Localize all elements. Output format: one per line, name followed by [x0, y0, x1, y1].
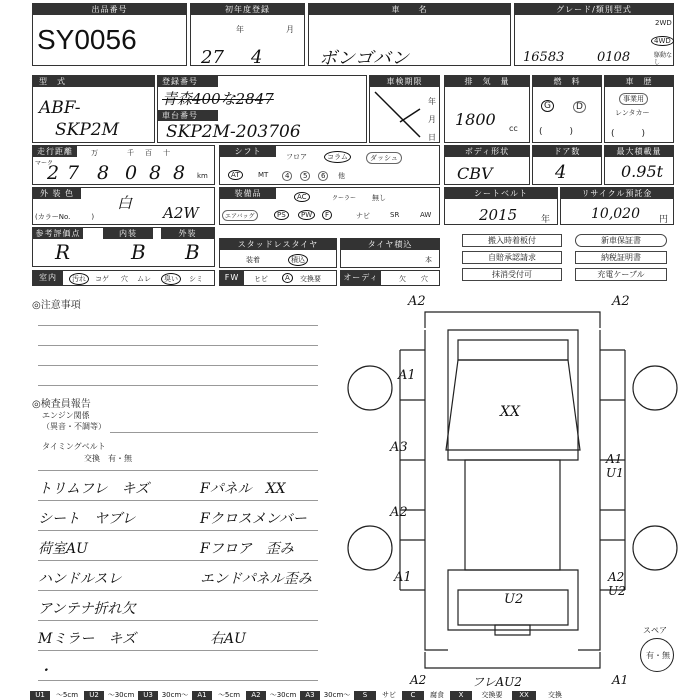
color-label: 外 装 色: [33, 188, 81, 199]
doors-box: [532, 145, 602, 185]
equip-sr: SR: [390, 211, 400, 219]
legend-desc: 〜30cm: [269, 691, 297, 699]
body-type-value: CBV: [457, 164, 493, 183]
audio-label: オーディオ: [341, 271, 381, 285]
mark-a2-top-right: A2: [612, 294, 630, 309]
legend-code: A1: [192, 691, 212, 700]
mileage-digit-4: 0: [125, 162, 138, 184]
color-code: A2W: [163, 204, 199, 222]
interior-score: B: [131, 240, 146, 264]
legend-desc: 〜5cm: [217, 691, 241, 699]
grade-code-1: 16583: [523, 50, 565, 65]
fw-crack: ヒビ: [254, 275, 268, 283]
interior-cond-box: [32, 270, 215, 286]
remark-right: エンドパネル歪み: [200, 571, 312, 587]
legend-code: A3: [300, 691, 320, 700]
mark-a1-bottom-right: A1: [612, 673, 629, 687]
evaluation-score: R: [55, 240, 71, 264]
seatbelt-box: [444, 187, 558, 225]
grade-label: グレード/類別型式: [515, 4, 673, 15]
fuel-label: 燃 料: [533, 76, 601, 87]
mileage-digit-1: 2: [47, 162, 60, 184]
legend-code: XX: [512, 691, 536, 700]
audio-missing: 欠: [399, 275, 406, 283]
body-type-box: [444, 145, 530, 185]
seatbelt-label: シートベルト: [445, 188, 557, 199]
remark-left: トリムフレ キズ: [38, 481, 150, 497]
mileage-box: [32, 145, 215, 185]
fuel-paren: ( ): [539, 127, 574, 137]
legend-desc: 交換: [548, 691, 562, 699]
drive-4wd: 4WD: [651, 36, 674, 46]
grade-box: [514, 3, 674, 66]
model-box: [32, 75, 155, 143]
month-unit: 月: [286, 25, 294, 34]
usage-rental: レンタカー: [615, 109, 650, 117]
studless-box: [219, 238, 337, 268]
remark-right: 右AU: [210, 631, 246, 647]
legend-code: U1: [30, 691, 50, 700]
mileage-digit-2: 7: [67, 162, 80, 184]
equip-none: 無し: [372, 194, 386, 202]
remark-left: 荷室AU: [38, 541, 88, 557]
registration-value: 青森400な2847: [162, 90, 274, 108]
studless-fitted: 装着: [246, 256, 260, 264]
audio-hole: 穴: [421, 275, 428, 283]
mark-a1-left-rear: A1: [394, 570, 412, 585]
color-value: 白: [117, 194, 133, 212]
inspection-strike: [370, 87, 439, 142]
note-line: [38, 680, 318, 681]
note-line: [38, 620, 318, 621]
car-name-label: 車 名: [309, 4, 510, 15]
fw-label: FW: [220, 271, 244, 285]
equip-pw: PW: [298, 210, 315, 220]
engine-label: エンジン関係: [42, 411, 90, 420]
cond-burn: コゲ: [95, 275, 109, 283]
cond-dirty: 汚れ: [69, 273, 89, 285]
usage-label: 車 歴: [605, 76, 673, 87]
inspection-label: 車検期限: [370, 76, 439, 87]
mark-a2-bottom-left: A2: [410, 673, 427, 687]
note-line: [38, 470, 318, 471]
cond-smell: 臭い: [161, 273, 181, 285]
remark-bullet: ・: [38, 663, 52, 679]
model-line2: SKP2M: [55, 120, 120, 140]
legend-desc: 30cm〜: [323, 691, 351, 699]
spare-value: 有・無: [646, 651, 670, 660]
equip-navi: ナビ: [356, 212, 370, 220]
drive-none: 駆動なし: [654, 52, 673, 66]
shift-other: 他: [338, 172, 345, 180]
car-name-value: ボンゴバン: [319, 48, 409, 69]
doors-value: 4: [555, 162, 567, 183]
mileage-digit-3: 8: [97, 162, 110, 184]
mileage-unit-sen: 千: [127, 149, 134, 157]
first-registration-month: 4: [251, 47, 263, 68]
displacement-unit: cc: [509, 124, 518, 133]
note-line: [38, 500, 318, 501]
shift-6: 6: [318, 171, 328, 181]
equipment-label: 装備品: [220, 188, 276, 199]
mark-u2: U2: [504, 592, 524, 607]
remark-right: Fフロア 歪み: [200, 541, 294, 557]
body-type-label: ボディ形状: [445, 146, 529, 157]
doc-btn-insurance: 自賠承認請求: [462, 251, 562, 264]
max-load-box: [604, 145, 674, 185]
equip-ps: PS: [274, 210, 289, 220]
mark-a2-top-left: A2: [408, 294, 426, 309]
equip-ac: AC: [294, 192, 310, 202]
mark-a2-right-rear: A2 U2: [608, 570, 626, 598]
mileage-digit-5: 8: [149, 162, 162, 184]
recycle-value: 10,020: [591, 206, 640, 222]
inspection-day: 日: [428, 133, 436, 142]
inspection-month: 月: [428, 115, 436, 124]
legend-desc: 腐食: [430, 691, 444, 699]
legend-code: X: [450, 691, 472, 700]
legend-desc: 30cm〜: [161, 691, 189, 699]
fw-replace: 交換要: [300, 275, 321, 283]
model-label: 型 式: [33, 76, 154, 87]
shift-box: [219, 145, 440, 185]
chassis-value: SKP2M-203706: [166, 122, 301, 142]
mark-a3: A3: [390, 440, 408, 455]
usage-commercial: 事業用: [619, 93, 648, 105]
interior-cond-label: 室内: [33, 271, 63, 285]
legend-code: C: [402, 691, 424, 700]
legend-code: S: [354, 691, 376, 700]
shift-floor: フロア: [286, 153, 307, 161]
doc-btn-charge: 充電ケーブル: [575, 268, 667, 281]
timing-label: タイミングベルト: [42, 442, 106, 451]
exterior-label: 外装: [161, 228, 214, 239]
first-registration-label: 初年度登録: [191, 4, 304, 15]
mark-a2-left: A2: [390, 505, 408, 520]
legend-desc: 交換要: [481, 691, 503, 699]
doc-btn-warranty: 新車保証書: [575, 234, 667, 247]
recycle-label: リサイクル預託金: [561, 188, 673, 199]
car-name-box: [308, 3, 511, 69]
first-registration-box: [190, 3, 305, 66]
mark-bottom: フレAU2: [472, 675, 522, 689]
remark-right: Fクロスメンバー: [200, 511, 307, 527]
note-line: [38, 560, 318, 561]
timing-options: 交換 有・無: [84, 454, 132, 463]
mileage-km: km: [197, 172, 208, 180]
seatbelt-value: 2015: [479, 206, 518, 224]
first-registration-year: 27: [201, 47, 224, 68]
shift-4: 4: [282, 171, 292, 181]
color-box: [32, 187, 215, 225]
mileage-unit-ju: 十: [163, 149, 170, 157]
equip-airbag: エアバッグ: [222, 210, 258, 221]
fuel-box: [532, 75, 602, 143]
interior-label: 内装: [103, 228, 153, 239]
legend-code: A2: [246, 691, 266, 700]
equip-aw: AW: [420, 211, 432, 219]
displacement-box: [444, 75, 530, 143]
equip-f: F: [322, 210, 332, 220]
doc-btn-cancel: 抹消受付可: [462, 268, 562, 281]
legend-desc: 〜30cm: [107, 691, 135, 699]
fuel-d: D: [573, 101, 586, 113]
model-line1: ABF-: [39, 98, 81, 118]
exterior-score: B: [185, 240, 200, 264]
legend-desc: 〜5cm: [55, 691, 79, 699]
note-line: [110, 432, 318, 433]
note-line: [38, 365, 318, 366]
mark-a1-right: A1 U1: [606, 452, 624, 480]
color-paren: (カラーNo. ): [35, 213, 95, 221]
max-load-label: 最大積載量: [605, 146, 673, 157]
displacement-label: 排 気 量: [445, 76, 529, 87]
tire-load-box: [340, 238, 440, 268]
tire-load-value: 本: [425, 256, 432, 264]
equip-cooler: クーラー: [332, 195, 357, 202]
evaluation-box: [32, 227, 215, 267]
studless-label: スタッドレスタイヤ: [220, 239, 336, 250]
usage-paren: ( ): [611, 129, 646, 139]
equipment-box: [219, 187, 440, 225]
stock-number-label: 出品番号: [33, 4, 186, 15]
notes-title: ◎注意事項: [32, 300, 81, 311]
legend-code: U3: [138, 691, 158, 700]
doc-btn-tax: 納税証明書: [575, 251, 667, 264]
mileage-digit-6: 8: [173, 162, 186, 184]
fw-box: [219, 270, 337, 286]
registration-label: 登録番号: [158, 76, 218, 87]
shift-5: 5: [300, 171, 310, 181]
fw-a: A: [282, 273, 293, 283]
engine-sub: （異音・不調等）: [42, 422, 106, 431]
usage-box: [604, 75, 674, 143]
shift-dash: ダッシュ: [366, 152, 402, 164]
mileage-unit-man: 万: [91, 149, 98, 157]
remark-left: Mミラー キズ: [38, 631, 137, 647]
stock-number-value: SY0056: [37, 24, 137, 55]
remark-right: Fパネル XX: [200, 481, 286, 497]
drive-2wd: 2WD: [655, 19, 672, 27]
studless-loaded: 積込: [288, 254, 308, 266]
recycle-unit: 円: [659, 215, 669, 225]
stock-number-box: [32, 3, 187, 66]
audio-box: [340, 270, 440, 296]
mileage-unit-hyaku: 百: [145, 149, 152, 157]
cond-stuffy: ムレ: [137, 275, 151, 283]
mileage-mark: マーク: [35, 160, 54, 167]
mark-a1-left-front: A1: [398, 368, 416, 383]
chassis-label: 車台番号: [158, 110, 218, 121]
evaluation-label: 参考評価点: [33, 228, 83, 239]
inspection-box: [369, 75, 440, 143]
mileage-label: 走行距離: [33, 146, 77, 157]
year-unit: 年: [236, 25, 244, 34]
spare-label: スペア: [643, 626, 667, 635]
shift-at: AT: [228, 170, 243, 180]
displacement-value: 1800: [455, 110, 496, 129]
cond-stain: シミ: [189, 275, 203, 283]
remark-left: ハンドルスレ: [38, 571, 122, 587]
inspection-year: 年: [428, 97, 436, 106]
registration-box: [157, 75, 367, 143]
note-line: [38, 325, 318, 326]
legend-code: U2: [84, 691, 104, 700]
recycle-box: [560, 187, 674, 225]
remark-left: アンテナ折れ欠: [38, 601, 136, 617]
inspector-title: ◎検査員報告: [32, 399, 91, 410]
note-line: [38, 530, 318, 531]
tire-load-label: タイヤ積込: [341, 239, 439, 250]
mark-roof: XX: [500, 404, 520, 420]
note-line: [38, 385, 318, 386]
max-load-value: 0.95t: [621, 162, 664, 181]
remark-left: シート ヤブレ: [38, 511, 136, 527]
doors-label: ドア数: [533, 146, 601, 157]
fuel-g: G: [541, 100, 554, 112]
doc-btn-plate: 搬入時着板付: [462, 234, 562, 247]
note-line: [38, 345, 318, 346]
seatbelt-unit: 年: [541, 215, 551, 225]
shift-label: シフト: [220, 146, 276, 157]
shift-column: コラム: [324, 151, 351, 163]
note-line: [38, 650, 318, 651]
grade-code-2: 0108: [597, 50, 631, 65]
shift-mt: MT: [258, 171, 269, 179]
cond-hole: 穴: [121, 275, 128, 283]
legend-desc: サビ: [382, 691, 396, 699]
note-line: [38, 590, 318, 591]
